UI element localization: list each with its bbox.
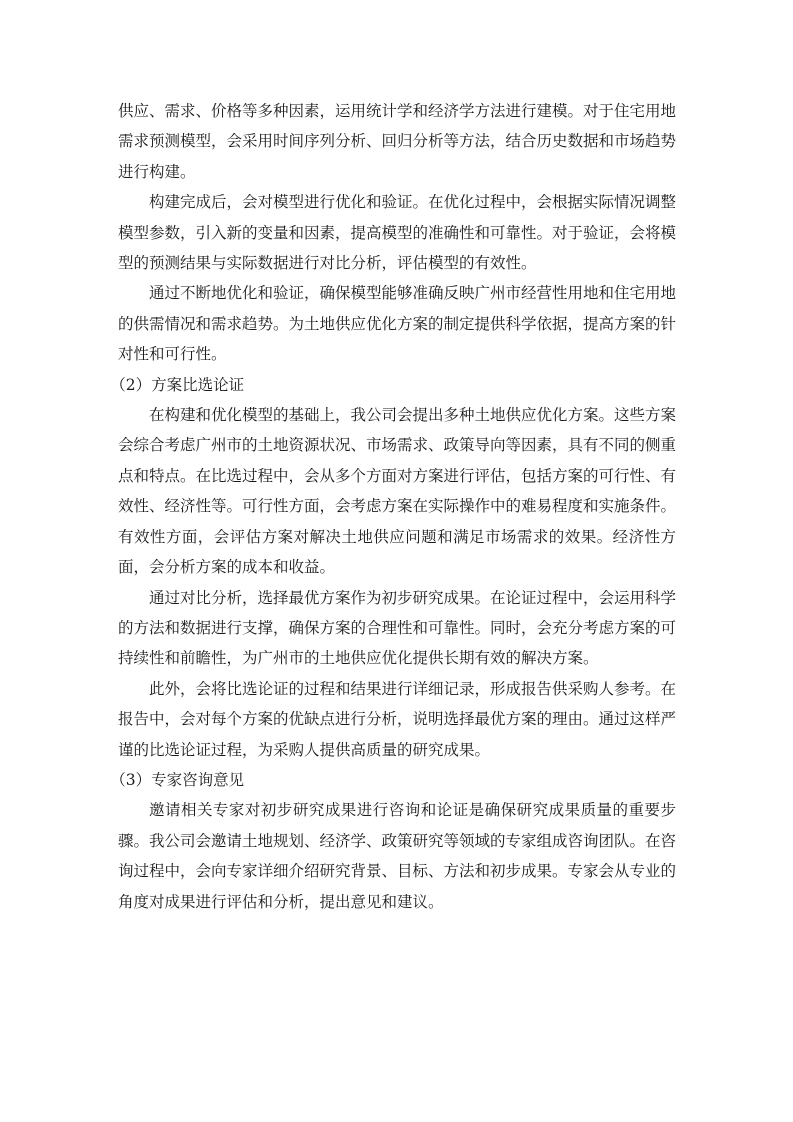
- paragraph-scheme-report: 此外，会将比选论证的过程和结果进行详细记录，形成报告供采购人参考。在报告中，会对每个方案的优缺点进行分析，说明选择最优方案的理由。通过这样严谨的比选论证过程，为采购人提供高质量的研究成果。: [118, 679, 677, 759]
- section-heading-scheme-comparison: （2）方案比选论证: [110, 375, 245, 394]
- paragraph-model-building: 供应、需求、价格等多种因素，运用统计学和经济学方法进行建模。对于住宅用地需求预测模型，会采用时间序列分析、回归分析等方法，结合历史数据和市场趋势进行构建。: [118, 102, 677, 181]
- document-body: [110, 96, 677, 917]
- paragraph-scheme-proposal: 在构建和优化模型的基础上，我公司会提出多种土地供应优化方案。这些方案会综合考虑广州市的土地资源状况、市场需求、政策导向等因素，具有不同的侧重点和特点。在比选过程中，会从多个方面对方案进行评估，包括方案的可行性、有效性、经济性等。可行性方面，会考虑方案在实际操作中的难易程度和实施条件。有效性方面，会评估方案对解决土地供应问题和满足市场需求的效果。经济性方面，会分析方案的成本和收益。: [118, 406, 677, 577]
- paragraph-expert-consultation: 邀请相关专家对初步研究成果进行咨询和论证是确保研究成果质量的重要步骤。我公司会邀请土地规划、经济学、政策研究等领域的专家组成咨询团队。在咨询过程中，会向专家详细介绍研究背景、目标、方法和初步成果。专家会从专业的角度对成果进行评估和分析，提出意见和建议。: [118, 801, 677, 911]
- paragraph-model-validation: 通过不断地优化和验证，确保模型能够准确反映广州市经营性用地和住宅用地的供需情况和需求趋势。为土地供应优化方案的制定提供科学依据，提高方案的针对性和可行性。: [118, 284, 677, 364]
- section-heading-expert-consultation: （3）专家咨询意见: [110, 770, 245, 789]
- paragraph-scheme-selection: 通过对比分析，选择最优方案作为初步研究成果。在论证过程中，会运用科学的方法和数据进行支撑，确保方案的合理性和可靠性。同时，会充分考虑方案的可持续性和前瞻性，为广州市的土地供应优化提供长期有效的解决方案。: [118, 588, 677, 668]
- paragraph-model-optimization: 构建完成后，会对模型进行优化和验证。在优化过程中，会根据实际情况调整模型参数，引入新的变量和因素，提高模型的准确性和可靠性。对于验证，会将模型的预测结果与实际数据进行对比分析，评估模型的有效性。: [118, 193, 677, 273]
